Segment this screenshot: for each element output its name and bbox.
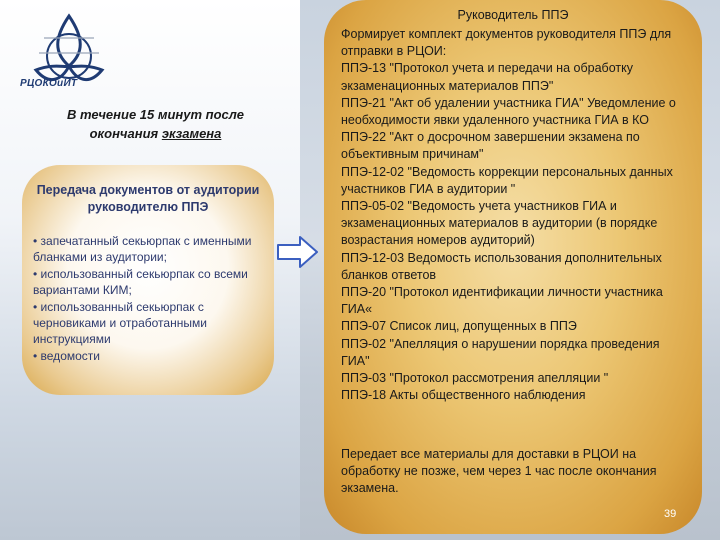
list-item: ППЭ-07 Список лиц, допущенных в ППЭ (341, 319, 577, 334)
list-item: ППЭ-21 "Акт об удалении участника ГИА" Уведомление о необходимости явки удаленного участника ГИА в КО (341, 95, 676, 128)
list-item: • использованный секьюрпак с черновиками и отработанными инструкциями (33, 299, 207, 347)
final-note: Передает все материалы для доставки в РЦОИ на обработку не позже, чем через 1 час после окончания экзамена. (341, 447, 657, 496)
list-item: Формирует комплект документов руководителя ППЭ для отправки в РЦОИ: (341, 27, 672, 59)
right-panel-title: Руководитель ППЭ (457, 8, 569, 22)
list-item: ППЭ-02 "Апелляция о нарушении порядка проведения ГИА" (341, 336, 660, 368)
timing-note-underlined: экзамена (161, 126, 222, 141)
list-item: • использованный секьюрпак со всеми вариантами КИМ; (33, 266, 248, 298)
left-panel-list (33, 233, 265, 364)
logo-text: РЦОКОиИТ (20, 78, 78, 89)
list-item: ППЭ-13 "Протокол учета и передачи на обработку экзаменационных материалов ППЭ" (341, 61, 633, 93)
timing-note (48, 105, 263, 143)
list-item: ППЭ-20 "Протокол идентификации личности участника ГИА« (341, 285, 663, 317)
list-item: ППЭ-22 "Акт о досрочном завершении экзамена по объективным причинам" (341, 130, 640, 162)
list-item: • ведомости (33, 348, 100, 363)
list-item: ППЭ-03 "Протокол рассмотрения апелляции " (341, 371, 609, 386)
list-item: ППЭ-12-02 "Ведомость коррекции персональных данных участников ГИА в аудитории " (341, 164, 673, 196)
list-item: ППЭ-12-03 Ведомость использования дополнительных бланков ответов (341, 250, 662, 282)
right-arrow-icon (276, 234, 320, 270)
list-item: ППЭ-18 Акты общественного наблюдения (341, 388, 586, 403)
list-item: • запечатанный секьюрпак с именными бланками из аудитории; (33, 234, 252, 265)
list-item: ППЭ-05-02 "Ведомость учета участников ГИА и экзаменационных материалов в аудитории (в порядке возрастания номеров аудиторий) (341, 199, 658, 248)
timing-note-text: В течение 15 минут после окончания (67, 107, 244, 141)
left-panel-title: Передача документов от аудитории руководителю ППЭ (36, 183, 260, 214)
document-list (341, 26, 686, 404)
page-number: 39 (664, 508, 677, 520)
